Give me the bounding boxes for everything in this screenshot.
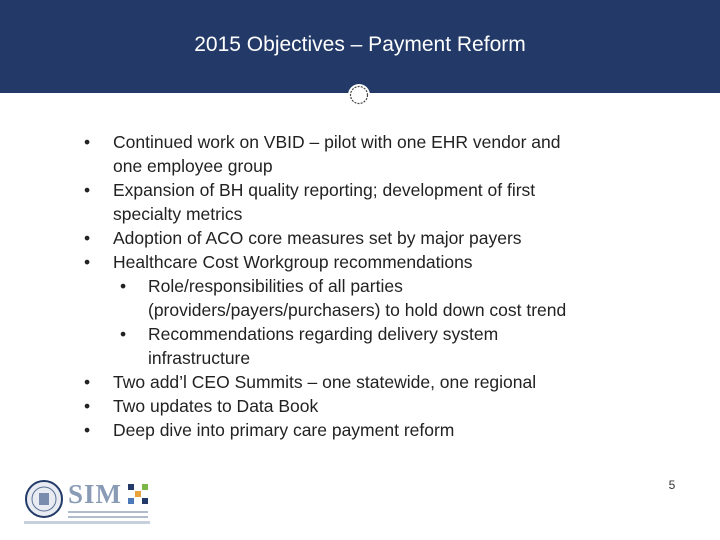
bullet-marker: • xyxy=(84,396,91,416)
bullet-marker: • xyxy=(84,228,91,248)
list-item xyxy=(84,370,654,394)
logo-footer-bar xyxy=(24,521,150,524)
bullet-line: infrastructure xyxy=(148,348,251,368)
bullet-line: Two add’l CEO Summits – one statewide, one regional xyxy=(113,372,537,392)
logo-tagline xyxy=(68,511,148,521)
bullet-marker: • xyxy=(84,180,91,200)
bullet-line: Continued work on VBID – pilot with one EHR vendor and xyxy=(113,132,561,152)
list-item xyxy=(84,130,654,178)
list-item xyxy=(84,418,654,442)
bullet-line: Recommendations regarding delivery system xyxy=(148,324,499,344)
bullet-marker: • xyxy=(84,372,91,392)
bullet-line: Expansion of BH quality reporting; development of first xyxy=(113,180,536,200)
bullet-marker: • xyxy=(120,276,127,296)
bullet-line: (providers/payers/purchasers) to hold down cost trend xyxy=(148,300,567,320)
circle-icon xyxy=(348,84,370,106)
checker-x-icon xyxy=(128,484,148,504)
list-item xyxy=(84,250,654,274)
sub-list-item xyxy=(84,274,654,322)
logo-text: SIM xyxy=(68,479,123,509)
bullet-line: one employee group xyxy=(113,156,273,176)
bullet-line: Adoption of ACO core measures set by major payers xyxy=(113,228,522,248)
list-item xyxy=(84,178,654,226)
bullet-line: Two updates to Data Book xyxy=(113,396,319,416)
bullet-line: Role/responsibilities of all parties xyxy=(148,276,403,296)
page-number: 5 xyxy=(668,478,676,492)
bullet-line: specialty metrics xyxy=(113,204,243,224)
list-item xyxy=(84,394,654,418)
bullet-list xyxy=(84,130,654,442)
sim-logo xyxy=(24,479,150,525)
bullet-line: Deep dive into primary care payment reform xyxy=(113,420,455,440)
bullet-marker: • xyxy=(84,252,91,272)
bullet-line: Healthcare Cost Workgroup recommendations xyxy=(113,252,473,272)
slide-title: 2015 Objectives – Payment Reform xyxy=(194,33,526,56)
sub-list-item xyxy=(84,322,654,370)
bullet-marker: • xyxy=(120,324,127,344)
state-seal-icon xyxy=(24,479,64,519)
header-bar xyxy=(0,0,720,93)
bullet-marker: • xyxy=(84,420,91,440)
list-item xyxy=(84,226,654,250)
bullet-marker: • xyxy=(84,132,91,152)
